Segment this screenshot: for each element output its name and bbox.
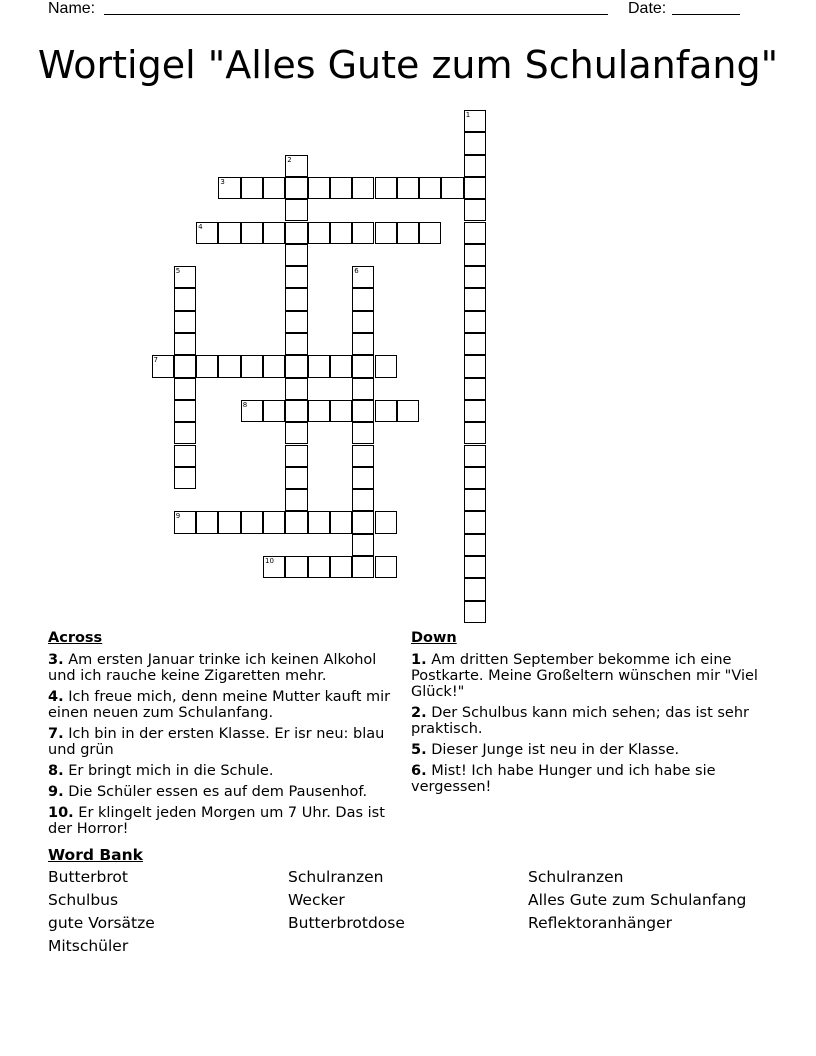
crossword-cell[interactable]	[464, 288, 486, 310]
clue-number: 10	[265, 557, 274, 565]
crossword-cell[interactable]	[218, 511, 240, 533]
crossword-cell[interactable]	[375, 511, 397, 533]
down-clue: 6. Mist! Ich habe Hunger und ich habe sie vergessen!	[411, 763, 716, 795]
crossword-cell[interactable]	[263, 511, 285, 533]
crossword-cell[interactable]	[464, 422, 486, 444]
crossword-cell[interactable]	[352, 222, 374, 244]
crossword-cell[interactable]	[375, 355, 397, 377]
crossword-cell[interactable]	[218, 222, 240, 244]
crossword-cell[interactable]	[352, 333, 374, 355]
across-clue: 7. Ich bin in der ersten Klasse. Er isr neu: blau und grün	[48, 726, 385, 758]
clue-number: 1	[465, 111, 471, 119]
crossword-cell[interactable]	[464, 601, 486, 623]
crossword-cell[interactable]	[263, 400, 285, 422]
word-bank-item: Schulranzen	[288, 868, 384, 886]
crossword-cell[interactable]	[375, 222, 397, 244]
crossword-cell[interactable]	[464, 155, 486, 177]
name-label: Name:	[48, 0, 96, 17]
crossword-cell[interactable]	[285, 400, 307, 422]
crossword-cell[interactable]	[464, 311, 486, 333]
crossword-cell[interactable]	[285, 222, 307, 244]
crossword-cell[interactable]	[263, 222, 285, 244]
crossword-cell[interactable]	[375, 556, 397, 578]
crossword-cell[interactable]	[285, 266, 307, 288]
crossword-cell[interactable]	[464, 467, 486, 489]
crossword-cell[interactable]	[464, 266, 486, 288]
crossword-cell[interactable]	[308, 177, 330, 199]
crossword-cell[interactable]	[285, 378, 307, 400]
crossword-cell[interactable]	[464, 222, 486, 244]
crossword-cell[interactable]	[352, 511, 374, 533]
page-title: Wortigel "Alles Gute zum Schulanfang"	[37, 43, 779, 87]
crossword-cell[interactable]	[419, 177, 441, 199]
crossword-cell[interactable]	[174, 511, 196, 533]
crossword-cell[interactable]	[241, 511, 263, 533]
crossword-cell[interactable]	[464, 333, 486, 355]
across-clue: 8. Er bringt mich in die Schule.	[48, 763, 274, 779]
across-clues	[48, 630, 393, 842]
crossword-cell[interactable]	[196, 355, 218, 377]
crossword-cell[interactable]	[464, 578, 486, 600]
crossword-cell[interactable]	[330, 177, 352, 199]
crossword-cell[interactable]	[375, 177, 397, 199]
crossword-cell[interactable]	[352, 378, 374, 400]
crossword-cell[interactable]	[241, 355, 263, 377]
crossword-cell[interactable]	[241, 177, 263, 199]
crossword-cell[interactable]	[285, 445, 307, 467]
crossword-cell[interactable]	[352, 311, 374, 333]
crossword-cell[interactable]	[375, 400, 397, 422]
crossword-cell[interactable]	[174, 422, 196, 444]
crossword-cell[interactable]	[174, 467, 196, 489]
crossword-cell[interactable]	[285, 511, 307, 533]
down-clue: 1. Am dritten September bekomme ich eine Postkarte. Meine Großeltern wünschen mir "Viel Glück!"	[411, 652, 758, 700]
crossword-cell[interactable]	[285, 467, 307, 489]
crossword-cell[interactable]	[285, 244, 307, 266]
down-clue: 2. Der Schulbus kann mich sehen; das ist sehr praktisch.	[411, 705, 749, 737]
word-bank	[48, 846, 768, 956]
date-label: Date:	[628, 0, 667, 17]
crossword-cell[interactable]	[352, 266, 374, 288]
word-bank-item: Reflektoranhänger	[528, 914, 673, 932]
crossword-cell[interactable]	[285, 489, 307, 511]
crossword-cell[interactable]	[263, 177, 285, 199]
crossword-cell[interactable]	[174, 378, 196, 400]
clue-number: 8	[242, 400, 248, 409]
crossword-cell[interactable]	[330, 511, 352, 533]
crossword-cell[interactable]	[464, 355, 486, 377]
crossword-cell[interactable]	[308, 400, 330, 422]
crossword-cell[interactable]	[174, 333, 196, 355]
crossword-cell[interactable]	[464, 556, 486, 578]
across-clue: 4. Ich freue mich, denn meine Mutter kauft mir einen neuen zum Schulanfang.	[48, 689, 391, 721]
crossword-cell[interactable]	[174, 355, 196, 377]
word-bank-item: Alles Gute zum Schulanfang	[528, 891, 747, 909]
crossword-cell[interactable]	[352, 400, 374, 422]
clue-number: 9	[175, 512, 181, 521]
word-bank-item: Mitschüler	[48, 937, 129, 955]
crossword-cell[interactable]	[241, 400, 263, 422]
crossword-cell[interactable]	[464, 177, 486, 199]
crossword-cell[interactable]	[308, 511, 330, 533]
word-bank-item: Schulbus	[48, 891, 119, 909]
crossword-cell[interactable]	[464, 199, 486, 221]
word-bank-item: gute Vorsätze	[48, 914, 155, 932]
clue-number: 3	[220, 177, 225, 186]
clue-number: 2	[287, 155, 292, 164]
crossword-cell[interactable]	[352, 355, 374, 377]
crossword-cell[interactable]	[464, 489, 486, 511]
crossword-cell[interactable]	[308, 222, 330, 244]
clue-number: 6	[354, 267, 359, 276]
crossword-cell[interactable]	[308, 355, 330, 377]
word-bank-item: Wecker	[288, 891, 345, 909]
crossword-cell[interactable]	[152, 355, 174, 377]
crossword-cell[interactable]	[464, 378, 486, 400]
crossword-cell[interactable]	[464, 244, 486, 266]
crossword-cell[interactable]	[285, 333, 307, 355]
crossword-cell[interactable]	[196, 511, 218, 533]
crossword-cell[interactable]	[241, 222, 263, 244]
crossword-cell[interactable]	[330, 222, 352, 244]
crossword-cell[interactable]	[330, 355, 352, 377]
crossword-cell[interactable]	[464, 511, 486, 533]
crossword-cell[interactable]	[174, 311, 196, 333]
crossword-cell[interactable]	[397, 177, 419, 199]
crossword-cell[interactable]	[352, 422, 374, 444]
crossword-cell[interactable]	[218, 355, 240, 377]
across-clue: 3. Am ersten Januar trinke ich keinen Alkohol und ich rauche keine Zigaretten mehr.	[48, 652, 377, 684]
crossword-cell[interactable]	[464, 400, 486, 422]
crossword-cell[interactable]	[285, 556, 307, 578]
crossword-cell[interactable]	[285, 355, 307, 377]
crossword-cell[interactable]	[441, 177, 463, 199]
word-bank-item: Schulranzen	[528, 868, 624, 886]
crossword-cell[interactable]	[352, 534, 374, 556]
crossword-cell[interactable]	[285, 288, 307, 310]
crossword-cell[interactable]	[464, 132, 486, 154]
crossword-cell[interactable]	[352, 445, 374, 467]
crossword-cell[interactable]	[352, 556, 374, 578]
word-bank-item: Butterbrot	[48, 868, 128, 886]
crossword-cell[interactable]	[174, 445, 196, 467]
crossword-cell[interactable]	[464, 534, 486, 556]
crossword-cell[interactable]	[263, 556, 285, 578]
crossword-cell[interactable]	[352, 288, 374, 310]
crossword-cell[interactable]	[285, 199, 307, 221]
down-heading: Down	[411, 630, 457, 646]
crossword-cell[interactable]	[419, 222, 441, 244]
clue-number: 7	[153, 356, 158, 365]
across-clue: 10. Er klingelt jeden Morgen um 7 Uhr. Das ist der Horror!	[48, 805, 385, 837]
clue-number: 4	[198, 222, 203, 231]
crossword-cell[interactable]	[174, 400, 196, 422]
word-bank-item: Butterbrotdose	[288, 914, 405, 932]
crossword-cell[interactable]	[330, 400, 352, 422]
down-clue: 5. Dieser Junge ist neu in der Klasse.	[411, 742, 680, 758]
crossword-cell[interactable]	[308, 556, 330, 578]
crossword-cell[interactable]	[263, 355, 285, 377]
crossword-cell[interactable]	[352, 467, 374, 489]
down-clues	[411, 630, 761, 800]
crossword-cell[interactable]	[285, 311, 307, 333]
crossword-cell[interactable]	[352, 177, 374, 199]
crossword-cell[interactable]	[218, 177, 240, 199]
across-heading: Across	[48, 630, 103, 646]
crossword-cell[interactable]	[285, 155, 307, 177]
crossword-cell[interactable]	[285, 422, 307, 444]
crossword-cell[interactable]	[174, 266, 196, 288]
crossword-cell[interactable]	[397, 222, 419, 244]
crossword-cell[interactable]	[464, 110, 486, 132]
crossword-cell[interactable]	[352, 489, 374, 511]
across-clue: 9. Die Schüler essen es auf dem Pausenhof.	[48, 784, 368, 800]
crossword-cell[interactable]	[174, 288, 196, 310]
word-bank-heading: Word Bank	[48, 846, 143, 864]
crossword-cell[interactable]	[196, 222, 218, 244]
crossword-cell[interactable]	[285, 177, 307, 199]
crossword-cell[interactable]	[330, 556, 352, 578]
crossword-cell[interactable]	[397, 400, 419, 422]
clue-number: 5	[175, 267, 181, 276]
crossword-cell[interactable]	[464, 445, 486, 467]
